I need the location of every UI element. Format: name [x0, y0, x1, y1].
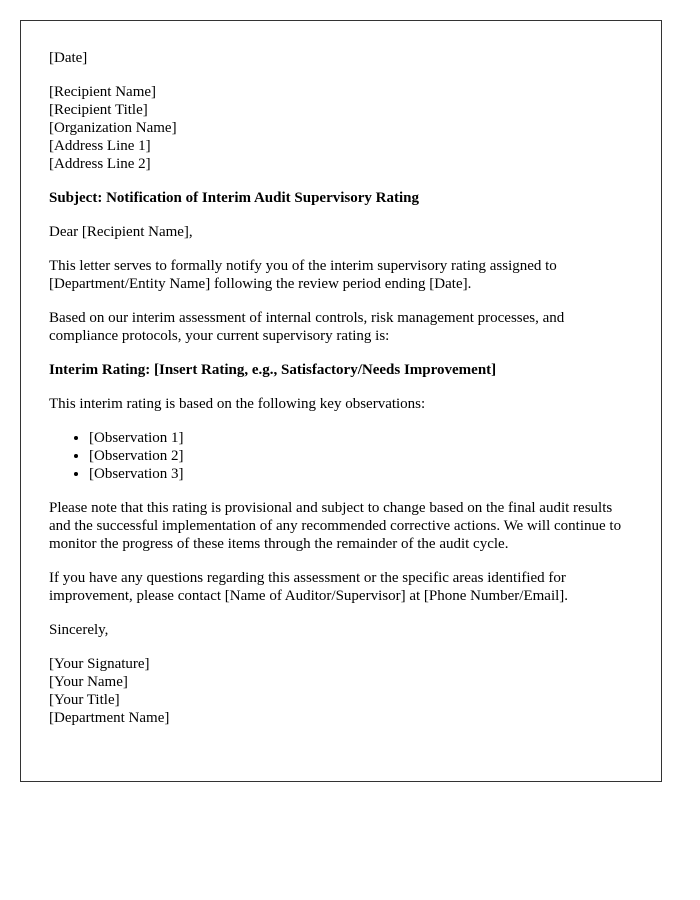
paragraph-contact: If you have any questions regarding this assessment or the specific areas identified for improvement, please contact [Name of Auditor/Supervisor] at [Phone Number/Email]. [49, 570, 569, 604]
sender-department: [Department Name] [49, 710, 170, 726]
letter [20, 20, 662, 782]
sender-name: [Your Name] [49, 674, 128, 690]
paragraph-observations-intro: This interim rating is based on the following key observations: [49, 396, 426, 412]
address-line-2: [Address Line 2] [49, 156, 151, 172]
list-item: • [Observation 2] [89, 447, 633, 465]
address-line-1: [Address Line 1] [49, 138, 151, 154]
paragraph-intro: This letter serves to formally notify you of the interim supervisory rating assigned to [Department/Entity Name] following the review period ending [Date]. [49, 258, 557, 292]
interim-rating: Interim Rating: [Insert Rating, e.g., Satisfactory/Needs Improvement] [49, 362, 497, 378]
closing: Sincerely, [49, 622, 109, 638]
recipient-name: [Recipient Name] [49, 84, 157, 100]
list-item: • [Observation 1] [89, 429, 633, 447]
recipient-block [49, 83, 633, 173]
observations-list [49, 429, 633, 483]
salutation: Dear [Recipient Name], [49, 224, 193, 240]
subject-line: Subject: Notification of Interim Audit Supervisory Rating [49, 190, 419, 206]
date: [Date] [49, 50, 88, 66]
sender-title: [Your Title] [49, 692, 120, 708]
organization-name: [Organization Name] [49, 120, 177, 136]
paragraph-assessment: Based on our interim assessment of internal controls, risk management processes, and compliance protocols, your current supervisory rating is: [49, 310, 565, 344]
list-item: • [Observation 3] [89, 465, 633, 483]
sender-block [49, 655, 633, 727]
paragraph-provisional-note: Please note that this rating is provisional and subject to change based on the final audit results and the successful implementation of any recommended corrective actions. We will continue to monitor the progress of these items through the remainder of the audit cycle. [49, 500, 622, 552]
sender-signature: [Your Signature] [49, 656, 150, 672]
recipient-title: [Recipient Title] [49, 102, 148, 118]
